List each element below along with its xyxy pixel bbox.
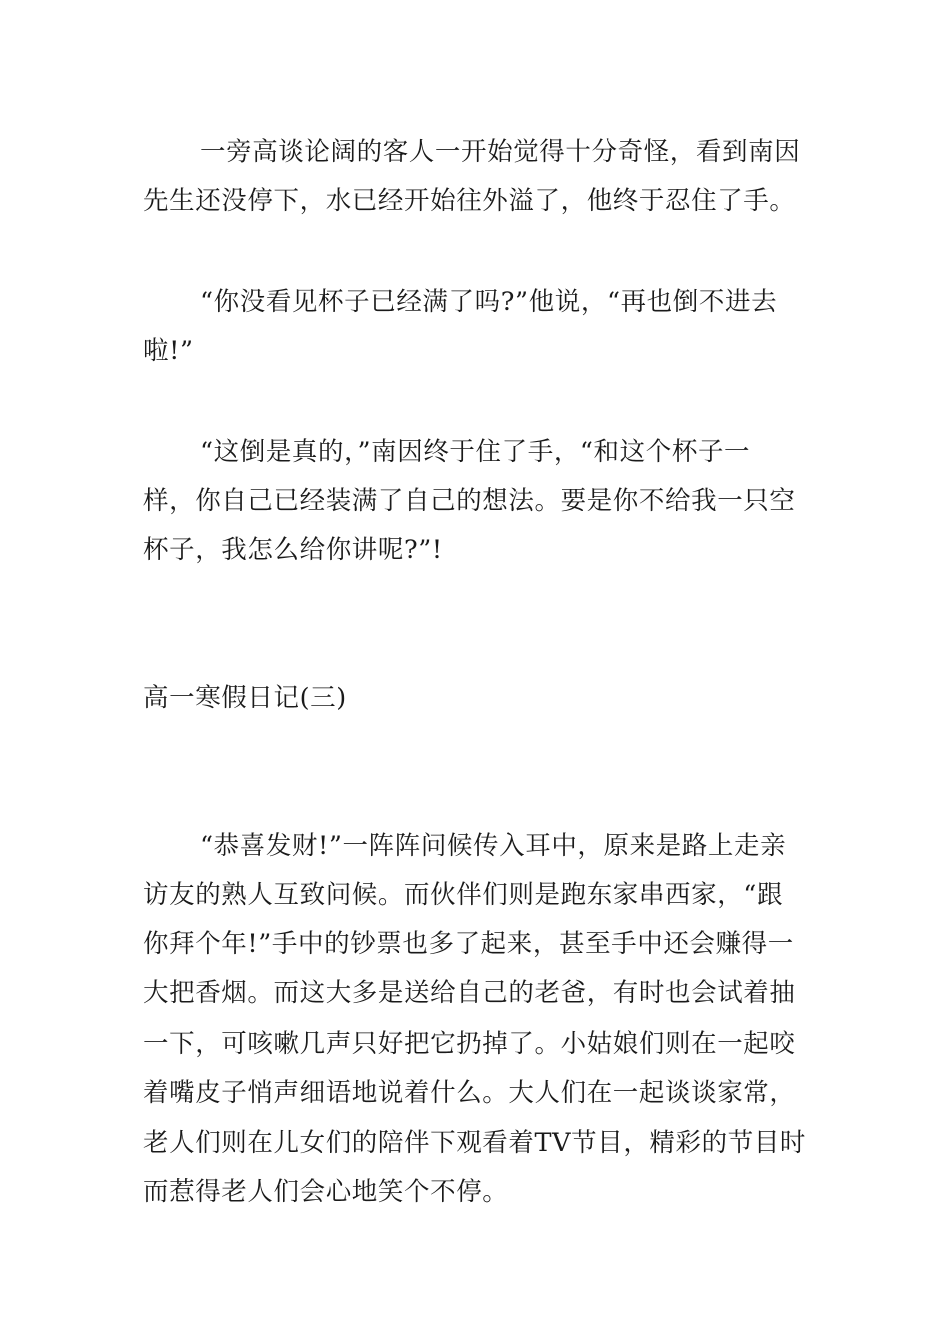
paragraph-line: 先生还没停下，水已经开始往外溢了，他终于忍住了手。 xyxy=(143,186,796,216)
paragraph-line: “这倒是真的，”南因终于住了手，“和这个杯子一 xyxy=(200,437,751,467)
paragraph-line: 老人们则在儿女们的陪伴下观看着TV节目，精彩的节目时 xyxy=(143,1128,807,1158)
paragraph-line: 访友的熟人互致问候。而伙伴们则是跑东家串西家，“跟 xyxy=(143,880,784,910)
paragraph-line: 样，你自己已经装满了自己的想法。要是你不给我一只空 xyxy=(143,486,796,516)
paragraph-line: 大把香烟。而这大多是送给自己的老爸，有时也会试着抽 xyxy=(143,978,796,1008)
document-page xyxy=(143,0,807,1344)
paragraph-line: “恭喜发财!”一阵阵问候传入耳中，原来是路上走亲 xyxy=(200,831,787,861)
paragraph-line: 着嘴皮子悄声细语地说着什么。大人们在一起谈谈家常， xyxy=(143,1078,796,1108)
paragraph-line: 你拜个年!”手中的钞票也多了起来，甚至手中还会赚得一 xyxy=(143,929,794,959)
paragraph-line: 啦!” xyxy=(143,336,194,366)
paragraph-line: 而惹得老人们会心地笑个不停。 xyxy=(143,1177,509,1207)
paragraph-line: 一旁高谈论阔的客人一开始觉得十分奇怪，看到南因 xyxy=(200,137,801,167)
section-heading: 高一寒假日记(三) xyxy=(143,683,347,713)
paragraph-line: “你没看见杯子已经满了吗?”他说，“再也倒不进去 xyxy=(200,287,778,317)
paragraph-line: 一下，可咳嗽几声只好把它扔掉了。小姑娘们则在一起咬 xyxy=(143,1029,796,1059)
paragraph-line: 杯子，我怎么给你讲呢?”! xyxy=(143,535,443,565)
